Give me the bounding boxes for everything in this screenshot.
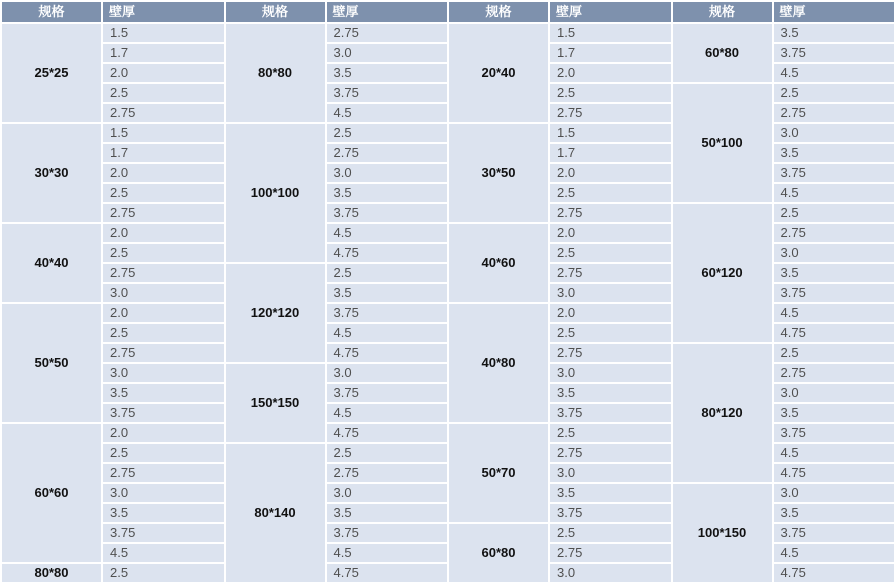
thickness-header-cell: 壁厚 — [327, 2, 448, 22]
thickness-cell: 2.5 — [103, 444, 224, 462]
thickness-cell: 2.0 — [550, 224, 671, 242]
thickness-cell: 2.75 — [774, 364, 895, 382]
thickness-cell: 2.0 — [550, 64, 671, 82]
spec-cell: 150*150 — [226, 364, 325, 442]
thickness-cell: 4.5 — [774, 64, 895, 82]
thickness-cell: 1.5 — [550, 124, 671, 142]
thickness-cell: 3.75 — [774, 44, 895, 62]
thickness-cell: 3.75 — [327, 84, 448, 102]
thickness-cell: 2.75 — [550, 104, 671, 122]
thickness-cell: 2.5 — [550, 84, 671, 102]
thickness-cell: 3.0 — [774, 384, 895, 402]
thickness-cell: 2.5 — [103, 184, 224, 202]
spec-cell: 80*140 — [226, 444, 325, 582]
thickness-cell: 2.75 — [103, 264, 224, 282]
thickness-cell: 2.5 — [103, 564, 224, 582]
thickness-cell: 2.5 — [550, 424, 671, 442]
thickness-cell: 3.5 — [327, 284, 448, 302]
thickness-cell: 3.5 — [550, 384, 671, 402]
thickness-cell: 2.75 — [327, 24, 448, 42]
thickness-cell: 4.75 — [327, 244, 448, 262]
spec-header-cell: 规格 — [449, 2, 548, 22]
thickness-cell: 4.75 — [327, 564, 448, 582]
thickness-cell: 3.0 — [103, 484, 224, 502]
spec-header-cell: 规格 — [2, 2, 101, 22]
thickness-cell: 3.5 — [774, 144, 895, 162]
spec-cell: 100*100 — [226, 124, 325, 262]
thickness-cell: 2.5 — [550, 184, 671, 202]
thickness-cell: 3.75 — [550, 504, 671, 522]
table-row — [2, 484, 894, 502]
thickness-cell: 2.75 — [550, 444, 671, 462]
thickness-cell: 3.0 — [103, 284, 224, 302]
spec-cell: 60*120 — [673, 204, 772, 342]
spec-cell: 50*70 — [449, 424, 548, 522]
thickness-cell: 2.5 — [103, 244, 224, 262]
spec-cell: 60*80 — [673, 24, 772, 82]
thickness-cell: 1.5 — [550, 24, 671, 42]
thickness-cell: 3.0 — [550, 464, 671, 482]
thickness-cell: 2.75 — [550, 344, 671, 362]
thickness-cell: 4.5 — [774, 304, 895, 322]
thickness-cell: 3.0 — [327, 44, 448, 62]
thickness-cell: 2.0 — [103, 224, 224, 242]
thickness-cell: 4.5 — [327, 544, 448, 562]
thickness-cell: 3.5 — [327, 64, 448, 82]
table-header-row — [2, 2, 894, 22]
spec-cell: 40*60 — [449, 224, 548, 302]
thickness-cell: 4.5 — [103, 544, 224, 562]
thickness-cell: 1.5 — [103, 124, 224, 142]
thickness-cell: 2.5 — [327, 264, 448, 282]
thickness-cell: 2.5 — [774, 204, 895, 222]
thickness-cell: 1.5 — [103, 24, 224, 42]
thickness-cell: 3.75 — [774, 164, 895, 182]
thickness-cell: 3.5 — [327, 184, 448, 202]
thickness-cell: 4.5 — [774, 444, 895, 462]
thickness-cell: 2.0 — [103, 64, 224, 82]
thickness-cell: 1.7 — [103, 144, 224, 162]
thickness-cell: 3.0 — [550, 364, 671, 382]
thickness-cell: 3.5 — [550, 484, 671, 502]
thickness-cell: 3.0 — [774, 484, 895, 502]
thickness-cell: 3.75 — [327, 304, 448, 322]
thickness-cell: 2.75 — [774, 104, 895, 122]
thickness-cell: 4.5 — [774, 544, 895, 562]
thickness-cell: 3.75 — [103, 404, 224, 422]
thickness-cell: 3.5 — [774, 24, 895, 42]
thickness-cell: 3.5 — [774, 504, 895, 522]
thickness-cell: 2.0 — [103, 424, 224, 442]
spec-cell: 30*50 — [449, 124, 548, 222]
thickness-cell: 2.75 — [774, 224, 895, 242]
thickness-cell: 2.5 — [103, 84, 224, 102]
table-row — [2, 84, 894, 102]
thickness-cell: 2.75 — [103, 104, 224, 122]
table-row — [2, 344, 894, 362]
thickness-cell: 2.0 — [103, 164, 224, 182]
thickness-cell: 3.75 — [327, 384, 448, 402]
thickness-header-cell: 壁厚 — [774, 2, 895, 22]
thickness-cell: 3.0 — [550, 564, 671, 582]
thickness-cell: 3.75 — [774, 284, 895, 302]
thickness-cell: 2.75 — [103, 204, 224, 222]
thickness-cell: 3.5 — [103, 504, 224, 522]
spec-header-cell: 规格 — [226, 2, 325, 22]
thickness-cell: 2.75 — [103, 464, 224, 482]
thickness-cell: 3.5 — [103, 384, 224, 402]
spec-header-cell: 规格 — [673, 2, 772, 22]
thickness-cell: 2.75 — [550, 264, 671, 282]
thickness-cell: 3.75 — [550, 404, 671, 422]
thickness-cell: 3.5 — [774, 264, 895, 282]
thickness-cell: 2.75 — [327, 144, 448, 162]
thickness-cell: 1.7 — [103, 44, 224, 62]
thickness-cell: 2.0 — [550, 164, 671, 182]
spec-cell: 50*50 — [2, 304, 101, 422]
thickness-cell: 2.5 — [774, 344, 895, 362]
thickness-cell: 3.5 — [774, 404, 895, 422]
thickness-cell: 3.5 — [327, 504, 448, 522]
thickness-header-cell: 壁厚 — [103, 2, 224, 22]
thickness-cell: 2.75 — [327, 464, 448, 482]
table-row — [2, 204, 894, 222]
thickness-cell: 2.75 — [103, 344, 224, 362]
thickness-cell: 3.0 — [327, 484, 448, 502]
thickness-cell: 3.0 — [774, 124, 895, 142]
thickness-cell: 4.75 — [327, 344, 448, 362]
thickness-cell: 4.75 — [327, 424, 448, 442]
thickness-cell: 3.0 — [774, 244, 895, 262]
thickness-cell: 4.5 — [327, 324, 448, 342]
spec-cell: 80*120 — [673, 344, 772, 482]
thickness-cell: 4.5 — [327, 104, 448, 122]
thickness-cell: 3.75 — [327, 524, 448, 542]
spec-cell: 80*80 — [226, 24, 325, 122]
thickness-header-cell: 壁厚 — [550, 2, 671, 22]
spec-cell: 25*25 — [2, 24, 101, 122]
thickness-cell: 3.0 — [103, 364, 224, 382]
table-row — [2, 24, 894, 42]
thickness-cell: 3.0 — [327, 364, 448, 382]
thickness-cell: 2.5 — [327, 124, 448, 142]
thickness-cell: 3.75 — [774, 424, 895, 442]
thickness-cell: 2.5 — [550, 324, 671, 342]
spec-cell: 40*40 — [2, 224, 101, 302]
thickness-cell: 2.5 — [327, 444, 448, 462]
thickness-cell: 4.5 — [774, 184, 895, 202]
thickness-cell: 2.5 — [550, 524, 671, 542]
thickness-cell: 4.5 — [327, 404, 448, 422]
thickness-cell: 1.7 — [550, 44, 671, 62]
thickness-cell: 2.75 — [550, 204, 671, 222]
thickness-cell: 2.5 — [103, 324, 224, 342]
thickness-cell: 3.75 — [103, 524, 224, 542]
thickness-cell: 2.0 — [550, 304, 671, 322]
thickness-cell: 2.5 — [550, 244, 671, 262]
thickness-cell: 3.0 — [550, 284, 671, 302]
spec-cell: 30*30 — [2, 124, 101, 222]
spec-cell: 60*80 — [449, 524, 548, 582]
thickness-cell: 2.0 — [103, 304, 224, 322]
thickness-cell: 3.75 — [774, 524, 895, 542]
thickness-cell: 2.5 — [774, 84, 895, 102]
thickness-cell: 1.7 — [550, 144, 671, 162]
spec-cell: 120*120 — [226, 264, 325, 362]
spec-cell: 100*150 — [673, 484, 772, 582]
spec-cell: 20*40 — [449, 24, 548, 122]
thickness-cell: 2.75 — [550, 544, 671, 562]
thickness-cell: 3.75 — [327, 204, 448, 222]
spec-cell: 40*80 — [449, 304, 548, 422]
thickness-cell: 3.0 — [327, 164, 448, 182]
thickness-cell: 4.5 — [327, 224, 448, 242]
thickness-cell: 4.75 — [774, 324, 895, 342]
spec-cell: 80*80 — [2, 564, 101, 582]
thickness-cell: 4.75 — [774, 564, 895, 582]
spec-cell: 50*100 — [673, 84, 772, 202]
spec-cell: 60*60 — [2, 424, 101, 562]
thickness-cell: 4.75 — [774, 464, 895, 482]
